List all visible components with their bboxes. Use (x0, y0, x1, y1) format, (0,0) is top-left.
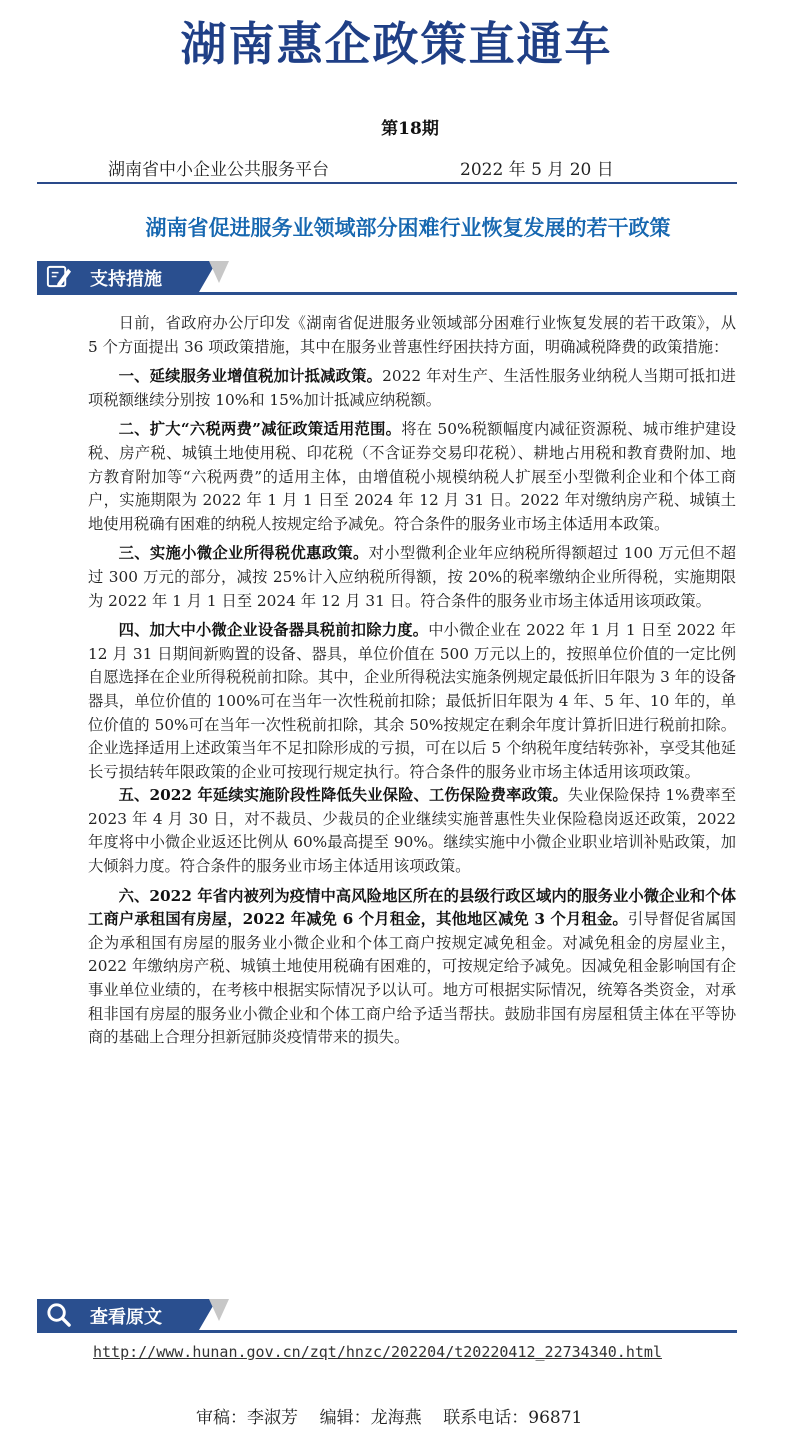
section-label-source: 查看原文 (90, 1307, 162, 1328)
policy-title: 五、2022 年延续实施阶段性降低失业保险、工伤保险费率政策。 (118, 786, 568, 805)
publish-date: 2022 年 5 月 20 日 (460, 160, 614, 180)
issue-number: 第18期 (381, 119, 439, 139)
policy-text: 将在 50%税额幅度内减征资源税、城市维护建设税、房产税、城镇土地使用税、印花税（不含证券交易印花税）、耕地占用税和教育费附加、地方教育附加等“六税两费”的适用主体，由增值税小规模纳税人扩展至小型微利企业和个体工商户，实施期限为 2022 年 1 月 1 日至 2024 年 12 月 31 日。2022 年对缴纳房产税、城镇土地使用税确有困难的纳税人按规定给予减免。符合条件的服务业市场主体适用本政策。 (88, 420, 736, 533)
masthead-title: 湖南惠企政策直通车 (180, 17, 613, 71)
policy-text: 对小型微利企业年应纳税所得额超过 100 万元但不超过 300 万元的部分，减按 25%计入应纳税所得额，按 20%的税率缴纳企业所得税，实施期限为 2022 年 1 月 1 日至 2024 年 12 月 31 日。符合条件的服务业市场主体适用该项政策。 (88, 544, 736, 610)
policy-text: 2022 年对生产、生活性服务业纳税人当期可抵扣进项税额继续分别按 10%和 15%加计抵减应纳税额。 (88, 367, 736, 409)
contact-phone: 联系电话：96871 (443, 1408, 583, 1428)
editor-credit: 编辑：龙海燕 (319, 1408, 422, 1428)
policy-item-2 (88, 418, 736, 536)
section-underline (37, 1330, 737, 1333)
header-divider (37, 182, 737, 184)
section-label-support: 支持措施 (90, 269, 162, 290)
magnifier-icon (45, 1301, 72, 1328)
policy-text: 失业保险保持 1%费率至 2023 年 4 月 30 日，对不裁员、少裁员的企业继续实施普惠性失业保险稳岗返还政策，2022 年度将中小微企业返还比例从 60%最高提至 90%。继续实施中小微企业职业培训补贴政策，加大倾斜力度。符合条件的服务业市场主体适用该项政策。 (88, 786, 736, 876)
policy-title: 二、扩大“六税两费”减征政策适用范围。 (118, 420, 402, 439)
reviewer-credit: 审稿：李淑芳 (196, 1408, 298, 1428)
section-bar-source (37, 1299, 737, 1333)
credits-line (196, 1403, 582, 1428)
article-headline: 湖南省促进服务业领域部分困难行业恢复发展的若干政策 (145, 215, 671, 240)
intro-paragraph: 日前，省政府办公厅印发《湖南省促进服务业领域部分困难行业恢复发展的若干政策》，从 5 个方面提出 36 项政策措施，其中在服务业普惠性纾困扶持方面，明确减税降费的政策措施： (88, 314, 736, 356)
policy-item-6 (88, 885, 736, 1050)
section-underline (37, 292, 737, 295)
policy-title: 一、延续服务业增值税加计抵减政策。 (118, 367, 383, 386)
policy-item-3 (88, 542, 736, 613)
policy-title: 三、实施小微企业所得税优惠政策。 (118, 544, 369, 563)
policy-text: 引导督促省属国企为承租国有房屋的服务业小微企业和个体工商户按规定减免租金。对减免租金的房屋业主，2022 年缴纳房产税、城镇土地使用税确有困难的，可按规定给予减免。因减免租金影响国有企事业单位业绩的，在考核中根据实际情况予以认可。地方可根据实际情况，统筹各类资金，对承租非国有房屋的服务业小微企业和个体工商户给予适当帮扶。鼓励非国有房屋租赁主体在平等协商的基础上合理分担新冠肺炎疫情带来的损失。 (88, 910, 736, 1047)
policy-item-5 (88, 784, 736, 878)
policy-item-4 (88, 619, 736, 784)
publisher-name: 湖南省中小企业公共服务平台 (108, 160, 329, 180)
section-tab-shadow (209, 1299, 229, 1321)
section-tab-shadow (209, 261, 229, 283)
policy-text: 中小微企业在 2022 年 1 月 1 日至 2022 年 12 月 31 日期间新购置的设备、器具，单位价值在 500 万元以上的，按照单位价值的一定比例自愿选择在企业所得税税前扣除。其中，企业所得税法实施条例规定最低折旧年限为 3 年的设备器具，单位价值的 100%可在当年一次性税前扣除；最低折旧年限为 4 年、5 年、10 年的，单位价值的 50%可在当年一次性税前扣除，其余 50%按规定在剩余年度计算折旧进行税前扣除。企业选择适用上述政策当年不足扣除形成的亏损，可在以后 5 个纳税年度结转弥补，享受其他延长亏损结转年限政策的企业可按现行规定执行。符合条件的服务业市场主体适用该项政策。 (88, 621, 736, 781)
policy-item-1 (88, 365, 736, 412)
source-link[interactable]: http://www.hunan.gov.cn/zqt/hnzc/202204/t20220412_22734340.html (93, 1343, 662, 1361)
policy-title: 六、2022 年省内被列为疫情中高风险地区所在的县级行政区域内的服务业小微企业和个体工商户承租国有房屋，2022 年减免 6 个月租金，其他地区减免 3 个月租金。 (88, 886, 736, 929)
pencil-note-icon (45, 263, 72, 290)
policy-title: 四、加大中小微企业设备器具税前扣除力度。 (118, 621, 429, 640)
section-bar-support (37, 261, 737, 295)
article-body (88, 312, 736, 1056)
